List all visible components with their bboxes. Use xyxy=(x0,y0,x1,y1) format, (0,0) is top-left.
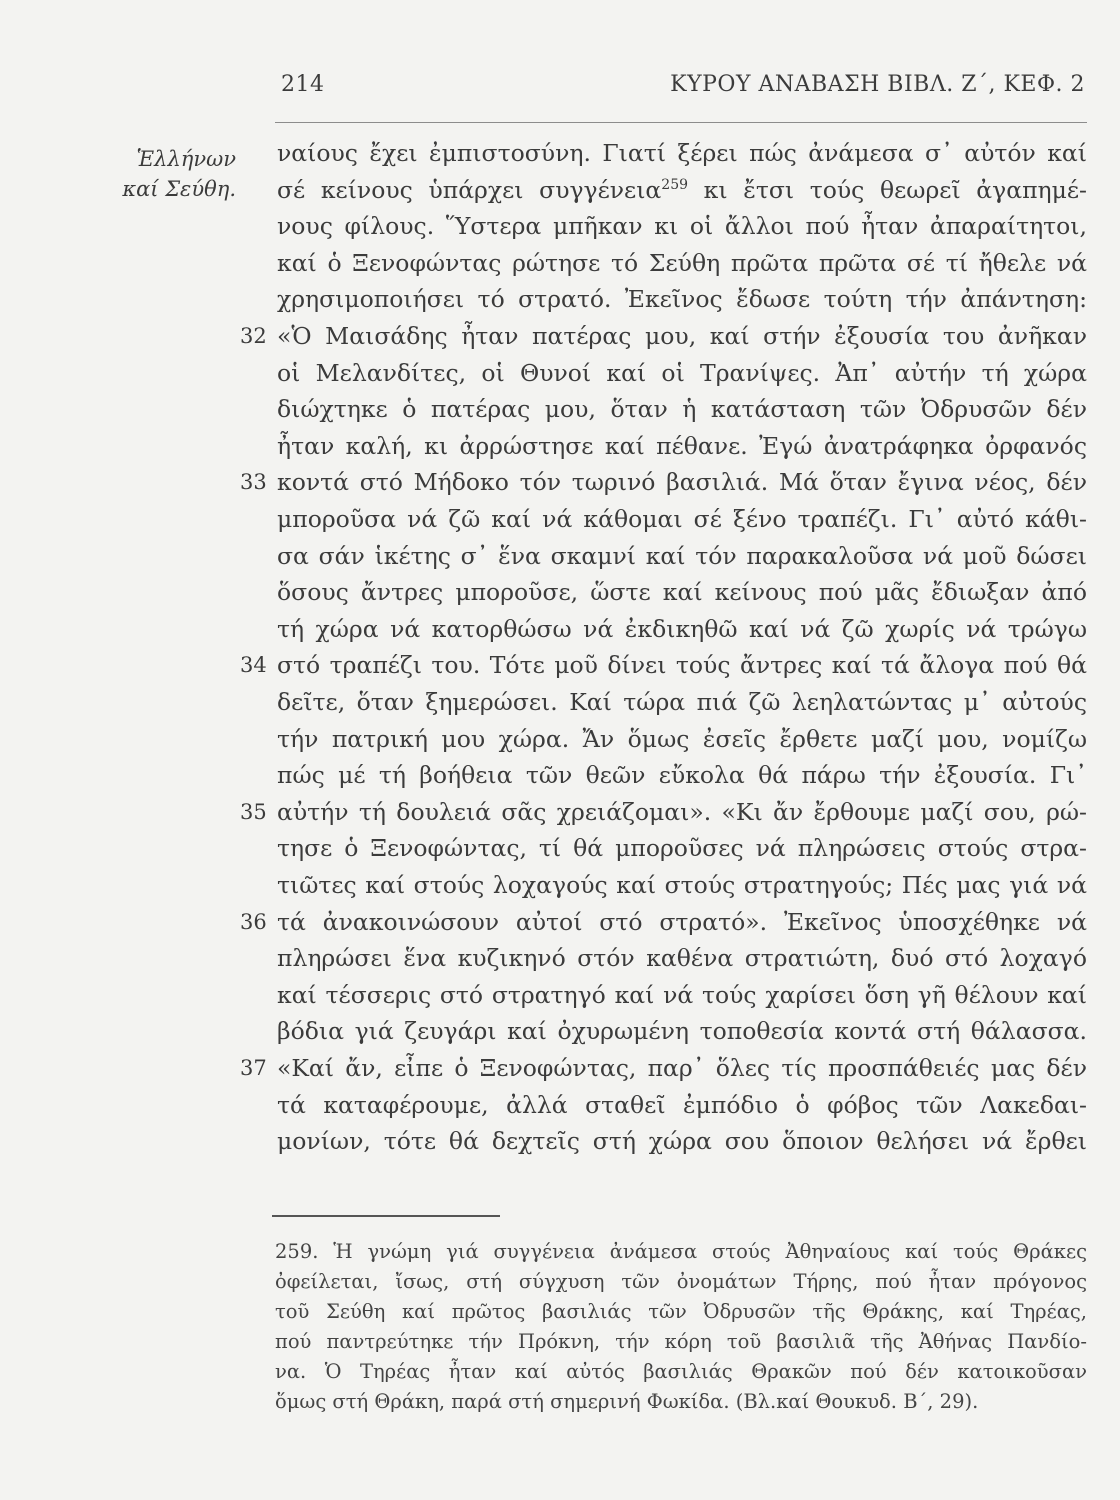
text-line xyxy=(277,684,1087,720)
text-line xyxy=(277,794,1087,830)
running-title: ΚΥΡΟΥ ΑΝΑΒΑΣΗ ΒΙΒΛ. Ζ΄, ΚΕΦ. 2 xyxy=(670,72,1085,97)
text-line-content: τιῶτες καί στούς λοχαγούς καί στούς στρατηγούς; Πές μας γιά νά xyxy=(277,871,1087,899)
text-line xyxy=(277,538,1087,574)
text-line xyxy=(277,647,1087,683)
text-line-content: σα σάν ἱκέτης σ᾿ ἕνα σκαμνί καί τόν παρακαλοῦσα νά μοῦ δώσει xyxy=(277,541,1087,570)
page-number: 214 xyxy=(281,72,325,97)
text-line-content: ἦταν καλή, κι ἀρρώστησε καί πέθανε. Ἐγώ ἀνατράφηκα ὀρφανός xyxy=(277,431,1087,460)
section-number: 36 xyxy=(240,909,267,934)
text-line xyxy=(277,757,1087,793)
text-line-content: τησε ὁ Ξενοφώντας, τί θά μποροῦσες νά πληρώσεις στούς στρα- xyxy=(277,834,1087,863)
text-line xyxy=(277,940,1087,976)
text-line xyxy=(277,428,1087,464)
section-number: 35 xyxy=(240,799,267,824)
text-line-content: οἱ Μελανδίτες, οἱ Θυνοί καί οἱ Τρανίψες. Ἀπ᾿ αὐτήν τή χώρα xyxy=(277,358,1087,387)
text-line-content: τή χώρα νά κατορθώσω νά ἐκδικηθῶ καί νά ζῶ χωρίς νά τρώγω xyxy=(277,614,1087,643)
text-line xyxy=(277,208,1087,244)
footnote-line: πού παντρεύτηκε τήν Πρόκνη, τήν κόρη τοῦ βασιλιᾶ τῆς Ἀθήνας Πανδίο- xyxy=(275,1330,1087,1353)
text-line-content: «Ὁ Μαισάδης ἦταν πατέρας μου, καί στήν ἐξουσία του ἀνῆκαν xyxy=(277,322,1087,350)
footnote-line: τοῦ Σεύθη καί πρῶτος βασιλιάς τῶν Ὀδρυσῶν τῆς Θράκης, καί Τηρέας, xyxy=(275,1300,1087,1323)
section-number: 33 xyxy=(240,470,267,495)
margin-note-line: Ἑλλήνων xyxy=(136,147,236,171)
text-line xyxy=(277,1123,1087,1159)
footnote-line: ὀφείλεται, ἴσως, στή σύγχυση τῶν ὀνομάτων Τήρης, πού ἦταν πρόγονος xyxy=(275,1270,1087,1293)
text-line xyxy=(277,977,1087,1013)
text-line-content: σέ κείνους ὑπάρχει συγγένεια xyxy=(277,175,662,204)
text-line xyxy=(277,245,1087,281)
text-line xyxy=(277,1013,1087,1049)
text-line-content: κι ἔτσι τούς θεωρεῖ ἀγαπημέ- xyxy=(688,175,1087,204)
text-line-content: στό τραπέζι του. Τότε μοῦ δίνει τούς ἄντρες καί τά ἄλογα πού θά xyxy=(277,651,1087,680)
text-line-content: καί τέσσερις στό στρατηγό καί νά τούς χαρίσει ὅση γῆ θέλουν καί xyxy=(277,980,1087,1009)
page-header xyxy=(275,72,1085,106)
text-line-content: τά καταφέρουμε, ἀλλά σταθεῖ ἐμπόδιο ὁ φόβος τῶν Λακεδαι- xyxy=(277,1090,1087,1119)
text-line-content: τήν πατρική μου χώρα. Ἄν ὅμως ἐσεῖς ἔρθετε μαζί μου, νομίζω xyxy=(277,724,1087,753)
text-line-content: δεῖτε, ὅταν ξημερώσει. Καί τώρα πιά ζῶ λεηλατώντας μ᾿ αὐτούς xyxy=(277,688,1087,716)
text-line-content: τά ἀνακοινώσουν αὐτοί στό στρατό». Ἐκεῖνος ὑποσχέθηκε νά xyxy=(277,907,1087,936)
text-line xyxy=(277,464,1087,500)
text-line-content: κοντά στό Μήδοκο τόν τωρινό βασιλιά. Μά ὅταν ἔγινα νέος, δέν xyxy=(277,468,1087,497)
text-line xyxy=(277,904,1087,940)
text-line xyxy=(277,1050,1087,1086)
text-line-content: καί ὁ Ξενοφώντας ρώτησε τό Σεύθη πρῶτα πρῶτα σέ τί ἤθελε νά xyxy=(277,248,1087,277)
footnote-rule xyxy=(272,1215,500,1217)
margin-note-line: καί Σεύθη. xyxy=(122,177,236,201)
footnote-line: να. Ὁ Τηρέας ἦταν καί αὐτός βασιλιάς Θρακῶν πού δέν κατοικοῦσαν xyxy=(275,1360,1087,1383)
text-line xyxy=(277,172,1087,208)
footnote-line: 259. Ἡ γνώμη γιά συγγένεια ἀνάμεσα στούς Ἀθηναίους καί τούς Θράκες xyxy=(275,1240,1087,1263)
text-line xyxy=(277,867,1087,903)
text-line-content: πληρώσει ἕνα κυζικηνό στόν καθένα στρατιώτη, δυό στό λοχαγό xyxy=(277,944,1087,973)
text-line xyxy=(277,501,1087,537)
footnote-line: ὅμως στή Θράκη, παρά στή σημερινή Φωκίδα. (Βλ.καί Θουκυδ. Β΄, 29). xyxy=(275,1390,979,1413)
section-number: 37 xyxy=(240,1056,267,1080)
text-line-content: ναίους ἔχει ἐμπιστοσύνη. Γιατί ξέρει πώς ἀνάμεσα σ᾿ αὐτόν καί xyxy=(277,139,1087,167)
text-line xyxy=(277,318,1087,354)
margin-note xyxy=(96,144,236,204)
text-line xyxy=(277,574,1087,610)
text-line xyxy=(277,355,1087,391)
text-line-content: μονίων, τότε θά δεχτεῖς στή χώρα σου ὅποιον θελήσει νά ἔρθει xyxy=(277,1127,1087,1156)
text-line xyxy=(277,830,1087,866)
text-line-content: ὅσους ἄντρες μποροῦσε, ὥστε καί κείνους πού μᾶς ἔδιωξαν ἀπό xyxy=(277,578,1087,607)
text-line-content: χρησιμοποιήσει τό στρατό. Ἐκεῖνος ἔδωσε τούτη τήν ἀπάντηση: xyxy=(277,285,1087,314)
text-line-content: «Καί ἄν, εἶπε ὁ Ξενοφώντας, παρ᾿ ὅλες τίς προσπάθειές μας δέν xyxy=(277,1054,1087,1082)
header-rule xyxy=(275,122,1087,123)
text-line xyxy=(277,721,1087,757)
footnote-marker: 259 xyxy=(661,176,689,193)
text-line xyxy=(277,391,1087,427)
text-line xyxy=(277,135,1087,171)
text-line-content: διώχτηκε ὁ πατέρας μου, ὅταν ἡ κατάσταση τῶν Ὀδρυσῶν δέν xyxy=(277,395,1087,424)
text-line-content: αὐτήν τή δουλειά σᾶς χρειάζομαι». «Κι ἄν ἔρθουμε μαζί σου, ρώ- xyxy=(277,797,1087,826)
text-line-content: μποροῦσα νά ζῶ καί νά κάθομαι σέ ξένο τραπέζι. Γι᾿ αὐτό κάθι- xyxy=(277,505,1087,533)
text-line-content: πώς μέ τή βοήθεια τῶν θεῶν εὔκολα θά πάρω τήν ἐξουσία. Γι᾿ xyxy=(277,761,1087,790)
text-line xyxy=(277,281,1087,317)
text-line-content: νους φίλους. Ὕστερα μπῆκαν κι οἱ ἄλλοι πού ἦταν ἀπαραίτητοι, xyxy=(277,212,1087,241)
section-number: 34 xyxy=(240,653,267,678)
section-number: 32 xyxy=(240,324,267,348)
text-line-content: βόδια γιά ζευγάρι καί ὀχυρωμένη τοποθεσία κοντά στή θάλασσα. xyxy=(277,1017,1087,1046)
text-line xyxy=(277,611,1087,647)
text-line xyxy=(277,1087,1087,1123)
